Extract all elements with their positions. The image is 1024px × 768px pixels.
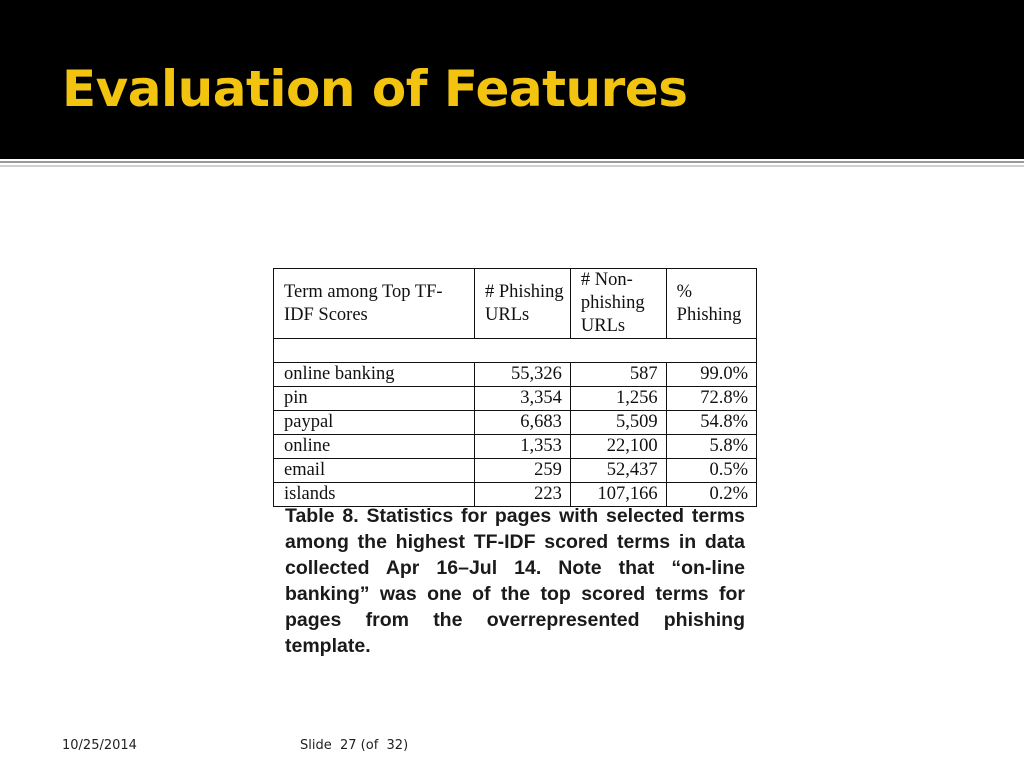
- cell-nonphishing: 5,509: [570, 411, 666, 435]
- cell-nonphishing: 587: [570, 363, 666, 387]
- cell-nonphishing: 22,100: [570, 435, 666, 459]
- header-term: Term among Top TF-IDF Scores: [274, 269, 475, 339]
- table-row: [274, 459, 757, 483]
- cell-term: online: [274, 435, 475, 459]
- footer-slide-number: Slide 27 (of 32): [300, 738, 409, 753]
- slide-title: Evaluation of Features: [62, 60, 688, 118]
- cell-phishing: 6,683: [475, 411, 571, 435]
- cell-phishing: 223: [475, 483, 571, 507]
- statistics-table-image: [273, 268, 757, 507]
- cell-nonphishing: 52,437: [570, 459, 666, 483]
- cell-term: pin: [274, 387, 475, 411]
- cell-nonphishing: 107,166: [570, 483, 666, 507]
- cell-phishing: 55,326: [475, 363, 571, 387]
- table-row: [274, 363, 757, 387]
- cell-phishing: 1,353: [475, 435, 571, 459]
- cell-nonphishing: 1,256: [570, 387, 666, 411]
- cell-percent: 54.8%: [666, 411, 756, 435]
- cell-phishing: 3,354: [475, 387, 571, 411]
- divider-line: [0, 161, 1024, 163]
- statistics-table: [273, 268, 757, 507]
- cell-term: islands: [274, 483, 475, 507]
- cell-percent: 0.2%: [666, 483, 756, 507]
- cell-term: paypal: [274, 411, 475, 435]
- table-caption: Table 8. Statistics for pages with selected terms among the highest TF-IDF scored terms in data collected Apr 16–Jul 14. Note that “on-line banking” was one of the top scored terms for pages from the overrepresented phishing template.: [285, 505, 745, 657]
- table-row: [274, 411, 757, 435]
- cell-percent: 99.0%: [666, 363, 756, 387]
- cell-percent: 0.5%: [666, 459, 756, 483]
- footer-date: 10/25/2014: [62, 738, 137, 753]
- header-nonphishing: # Non-phishing URLs: [570, 269, 666, 339]
- table-row: [274, 435, 757, 459]
- table-row: [274, 387, 757, 411]
- cell-percent: 72.8%: [666, 387, 756, 411]
- divider-line-secondary: [0, 165, 1024, 167]
- header-phishing: # Phishing URLs: [475, 269, 571, 339]
- cell-term: online banking: [274, 363, 475, 387]
- table-header-row: [274, 269, 757, 339]
- cell-phishing: 259: [475, 459, 571, 483]
- header-percent: % Phishing: [666, 269, 756, 339]
- cell-percent: 5.8%: [666, 435, 756, 459]
- cell-term: email: [274, 459, 475, 483]
